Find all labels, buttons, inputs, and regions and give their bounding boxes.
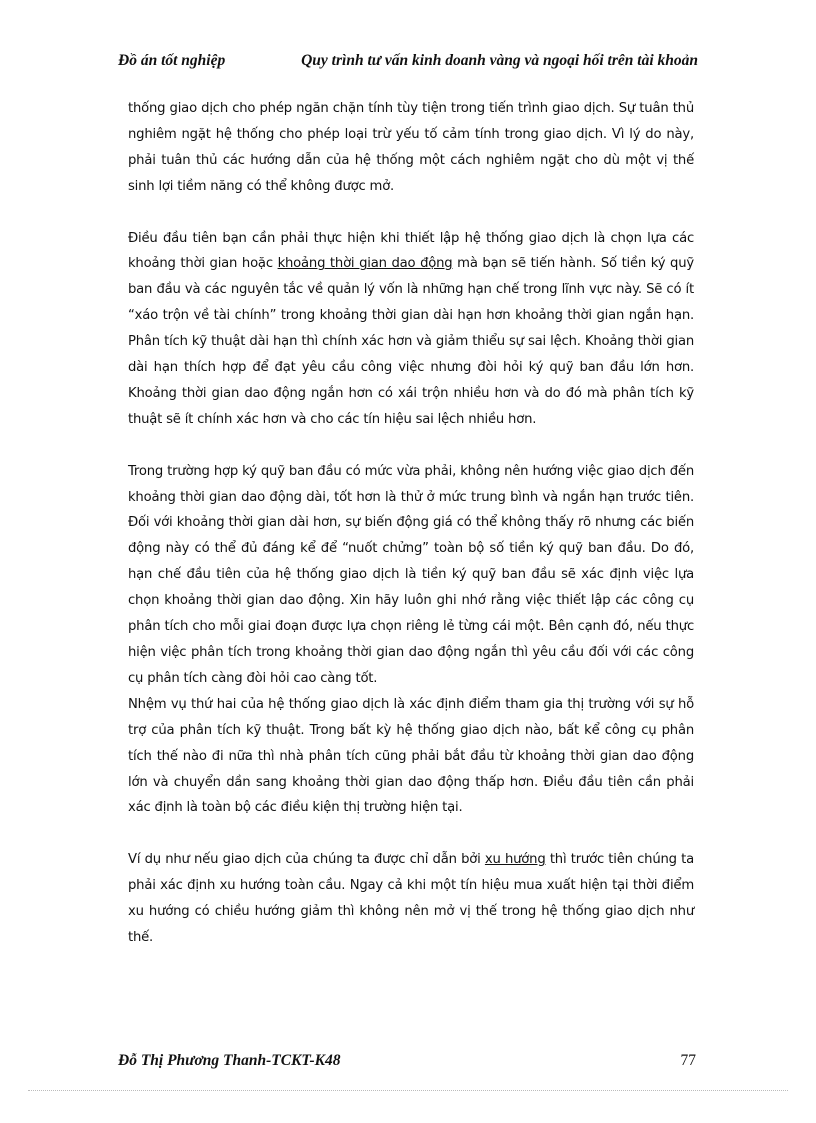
- paragraph-3: Trong trường hợp ký quỹ ban đầu có mức vừa phải, không nên hướng việc giao dịch đến khoảng thời gian dao động dài, tốt hơn là thử ở mức trung bình và ngắn hạn trước tiên. Đối với khoảng thời gian dài hơn, sự biến động giá có thể không thấy rõ nhưng các biến động này có thể đủ đáng kể để “nuốt chửng” toàn bộ số tiền ký quỹ ban đầu. Do đó, hạn chế đầu tiên của hệ thống giao dịch là tiền ký quỹ ban đầu sẽ xác định việc lựa chọn khoảng thời gian dao động. Xin hãy luôn ghi nhớ rằng việc thiết lập các công cụ phân tích cho mỗi giai đoạn được lựa chọn riêng lẻ từng cái một. Bên cạnh đó, nếu thực hiện việc phân tích trong khoảng thời gian dao động ngắn thì yêu cầu đối với các công cụ phân tích càng đòi hỏi cao càng tốt.: [128, 463, 694, 686]
- body-text: [128, 96, 694, 977]
- page-number: 77: [680, 1052, 696, 1069]
- header-right-title: Quy trình tư vấn kinh doanh vàng và ngoại hối trên tài khoản: [301, 52, 698, 69]
- page-break-divider: [28, 1090, 788, 1091]
- paragraph-2-end: mà bạn sẽ tiến hành. Số tiền ký quỹ ban đầu và các nguyên tắc về quản lý vốn là những hạn chế trong lĩnh vực này. Sẽ có ít “xáo trộn về tài chính” trong khoảng thời gian dài hạn hơn khoảng thời gian ngắn hạn. Phân tích kỹ thuật dài hạn thì chính xác hơn và giảm thiểu sự sai lệch. Khoảng thời gian dài hạn thích hợp để đạt yêu cầu công việc nhưng đòi hỏi ký quỹ ban đầu lớn hơn. Khoảng thời gian dao động ngắn hơn có xái trộn nhiều hơn và do đó mà phân tích kỹ thuật sẽ ít chính xác hơn và cho các tín hiệu sai lệch nhiều hơn.: [128, 256, 694, 427]
- link-khoang-thoi-gian-dao-dong[interactable]: khoảng thời gian dao động: [277, 256, 453, 272]
- paragraph-5: [128, 847, 694, 951]
- footer-author: Đỗ Thị Phương Thanh-TCKT-K48: [118, 1052, 341, 1069]
- paragraph-2-start: Điều đầu tiên bạn cần phải thực hiện khi thiết lập hệ thống giao dịch là chọn lựa các khoảng thời gian hoặc: [128, 230, 694, 272]
- paragraph-1: thống giao dịch cho phép ngăn chặn tính tùy tiện trong tiến trình giao dịch. Sự tuân thủ nghiêm ngặt hệ thống cho phép loại trừ yếu tố cảm tính trong giao dịch. Vì lý do này, phải tuân thủ các hướng dẫn của hệ thống một cách nghiêm ngặt cho dù một vị thế sinh lợi tiềm năng có thể không được mở.: [128, 101, 694, 194]
- paragraph-5-start: Ví dụ như nếu giao dịch của chúng ta được chỉ dẫn bởi: [128, 852, 485, 868]
- header-left-title: Đồ án tốt nghiệp: [118, 52, 226, 69]
- link-xu-huong[interactable]: xu hướng: [484, 852, 546, 868]
- paragraph-2: [128, 226, 694, 433]
- page-header: [118, 52, 698, 70]
- paragraph-5-end: thì trước tiên chúng ta phải xác định xu hướng toàn cầu. Ngay cả khi một tín hiệu mua xuất hiện tại thời điểm xu hướng có chiều hướng giảm thì không nên mở vị thế trong hệ thống giao dịch như thế.: [128, 852, 694, 945]
- paragraph-4: Nhệm vụ thứ hai của hệ thống giao dịch là xác định điểm tham gia thị trường với sự hỗ trợ của phân tích kỹ thuật. Trong bất kỳ hệ thống giao dịch nào, bất kể công cụ phân tích thế nào đi nữa thì nhà phân tích cũng phải bắt đầu từ khoảng thời gian dao động lớn và chuyển dần sang khoảng thời gian dao động thấp hơn. Điều đầu tiên cần phải xác định là toàn bộ các điều kiện thị trường hiện tại.: [128, 696, 694, 816]
- page-footer: [118, 1052, 696, 1070]
